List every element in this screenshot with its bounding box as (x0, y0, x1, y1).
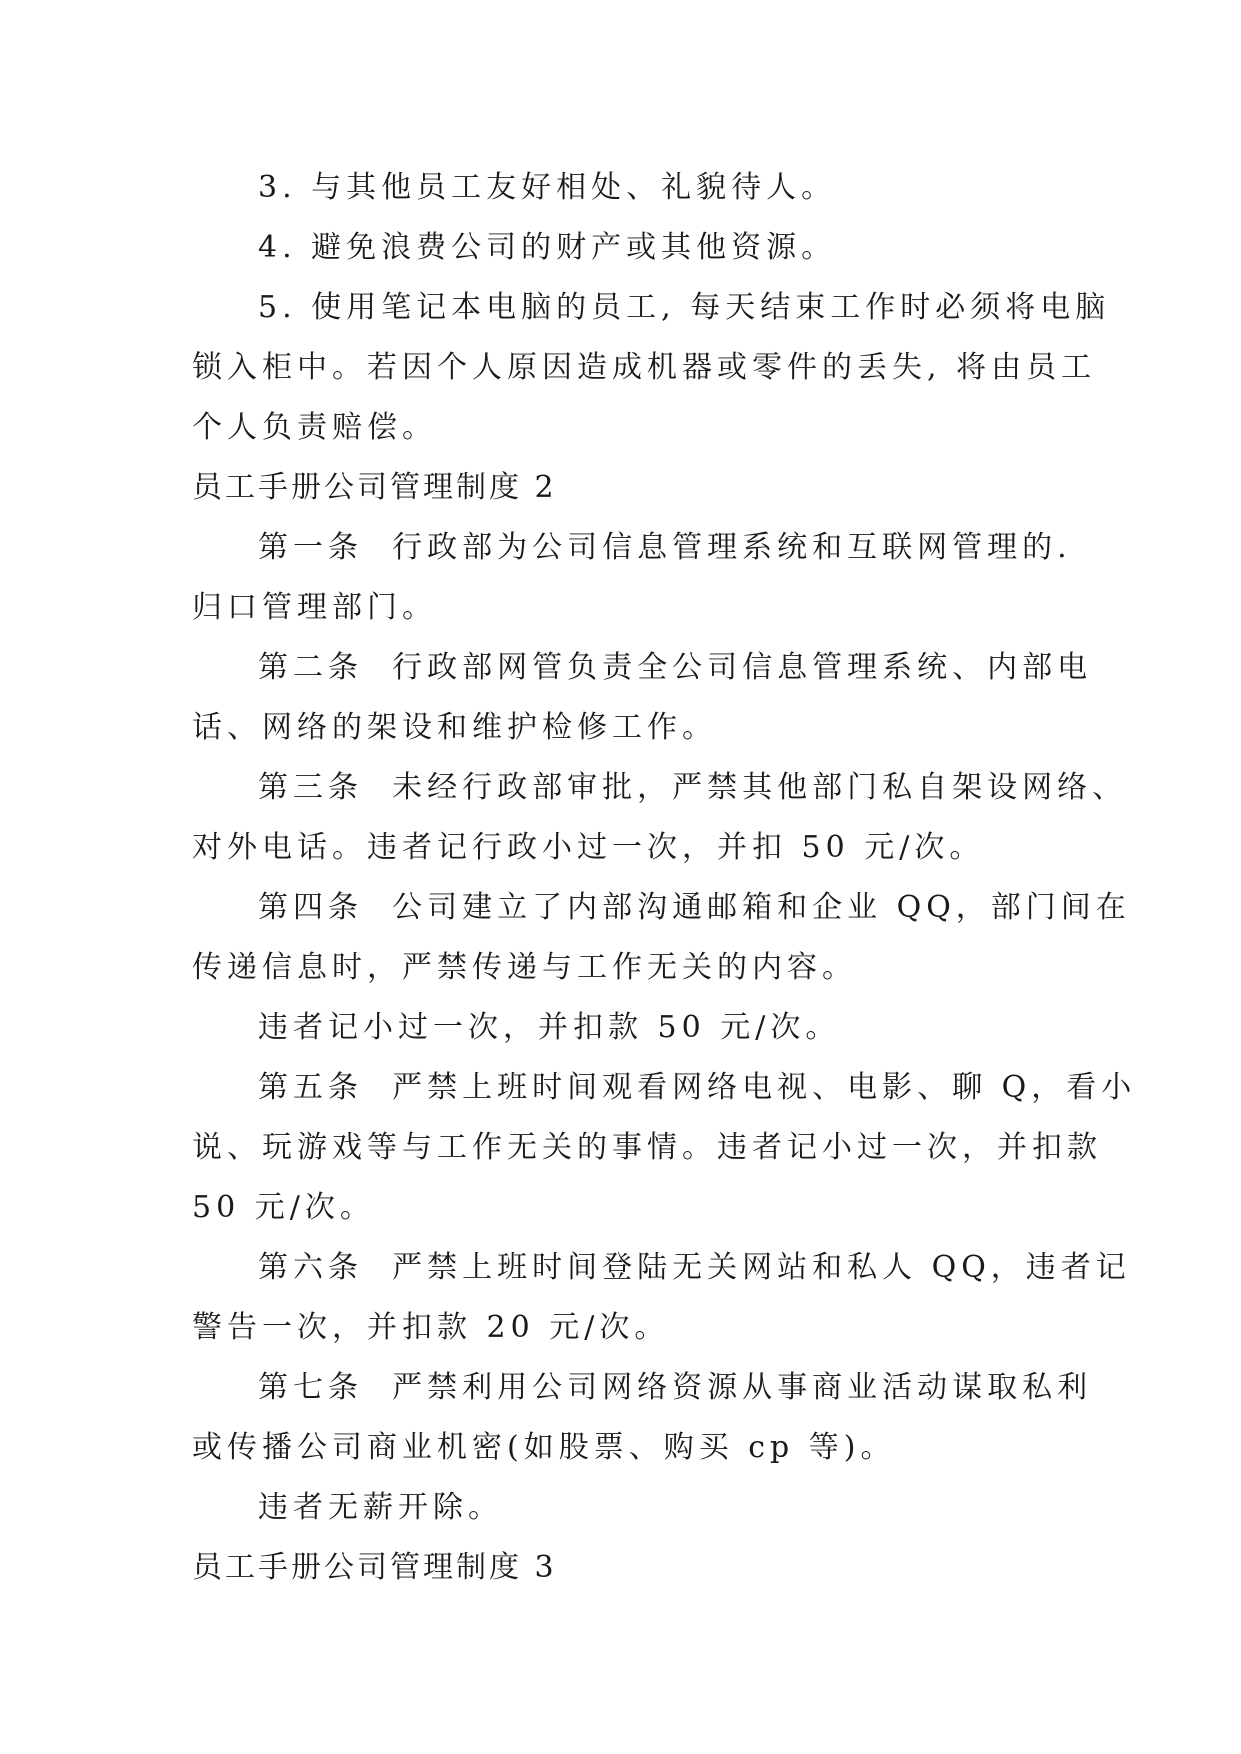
text-line: 第三条 未经行政部审批，严禁其他部门私自架设网络、 (258, 770, 1128, 805)
text-line: 锁入柜中。若因个人原因造成机器或零件的丢失, 将由员工 (192, 350, 1097, 385)
text-line: 违者无薪开除。 (258, 1490, 503, 1525)
section-heading: 员工手册公司管理制度 3 (192, 1550, 557, 1585)
document-body (192, 158, 1137, 1598)
text-line: 归口管理部门。 (192, 590, 437, 625)
text-line: 5. 使用笔记本电脑的员工, 每天结束工作时必须将电脑 (258, 290, 1111, 325)
text-line: 警告一次，并扣款 20 元/次。 (192, 1310, 670, 1345)
text-line: 个人负责赔偿。 (192, 410, 437, 445)
section-heading: 员工手册公司管理制度 2 (192, 470, 557, 505)
text-line: 第二条 行政部网管负责全公司信息管理系统、内部电 (258, 650, 1093, 685)
text-line: 说、玩游戏等与工作无关的事情。违者记小过一次，并扣款 (192, 1130, 1102, 1165)
text-line: 3. 与其他员工友好相处、礼貌待人。 (258, 170, 837, 205)
text-line: 话、网络的架设和维护检修工作。 (192, 710, 717, 745)
text-line: 50 元/次。 (192, 1190, 375, 1225)
text-line: 或传播公司商业机密(如股票、购买 cp 等)。 (192, 1430, 896, 1465)
text-line: 第一条 行政部为公司信息管理系统和互联网管理的. (258, 530, 1072, 565)
text-line: 违者记小过一次，并扣款 50 元/次。 (258, 1010, 841, 1045)
text-line: 第六条 严禁上班时间登陆无关网站和私人 QQ，违者记 (258, 1250, 1131, 1285)
text-line: 第七条 严禁利用公司网络资源从事商业活动谋取私利 (258, 1370, 1093, 1405)
text-line: 对外电话。违者记行政小过一次，并扣 50 元/次。 (192, 830, 985, 865)
text-line: 第五条 严禁上班时间观看网络电视、电影、聊 Q，看小 (258, 1070, 1137, 1105)
text-line: 传递信息时，严禁传递与工作无关的内容。 (192, 950, 857, 985)
text-line: 第四条 公司建立了内部沟通邮箱和企业 QQ，部门间在 (258, 890, 1131, 925)
text-line: 4. 避免浪费公司的财产或其他资源。 (258, 230, 837, 265)
